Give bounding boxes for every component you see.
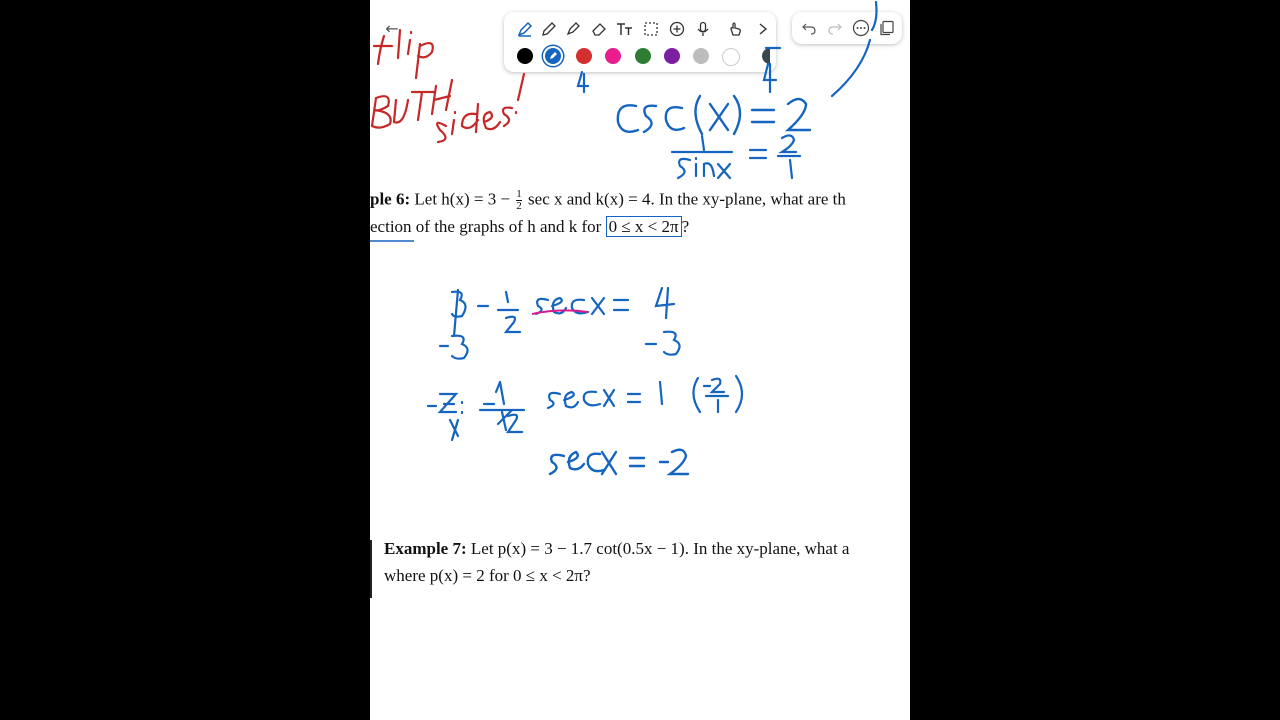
reciprocal-equation-ink xyxy=(672,135,800,178)
example6-line2 xyxy=(370,217,689,237)
example7-line1-text: Let p(x) = 3 − 1.7 cot(0.5x − 1). In the xy-plane, what a xyxy=(470,539,850,558)
step1-sub-ink xyxy=(440,332,680,359)
example7-label: Example 7: xyxy=(384,539,467,558)
example6-line1 xyxy=(370,189,846,212)
example6-line2-end: ? xyxy=(681,217,690,236)
one-half-fraction: $\frac{1}{2}$ xyxy=(516,188,522,212)
step2-ink xyxy=(428,376,742,440)
back-arrow-icon: ← xyxy=(385,18,399,38)
interval-box: 0 ≤ x < 2π xyxy=(606,216,682,237)
example6-line1-b: sec x and k(x) = 4. In the xy-plane, what are th xyxy=(528,189,846,209)
step3-ink xyxy=(550,450,688,474)
example7-line2: where p(x) = 2 for 0 ≤ x < 2π? xyxy=(384,566,591,585)
step1-ink xyxy=(452,288,674,336)
example6-line2-a: ection of the graphs of h and k for xyxy=(370,217,602,236)
blue-fragment-ink xyxy=(578,2,877,96)
example7-margin-bar xyxy=(370,540,372,598)
left-letterbox xyxy=(0,0,370,720)
example6-label: ple 6: xyxy=(370,189,411,209)
red-note-ink xyxy=(372,30,524,142)
csc-equation-ink xyxy=(618,96,810,134)
example6-line1-a: Let h(x) = 3 − xyxy=(414,189,511,209)
right-letterbox xyxy=(910,0,1280,720)
example7-line1 xyxy=(384,539,849,559)
